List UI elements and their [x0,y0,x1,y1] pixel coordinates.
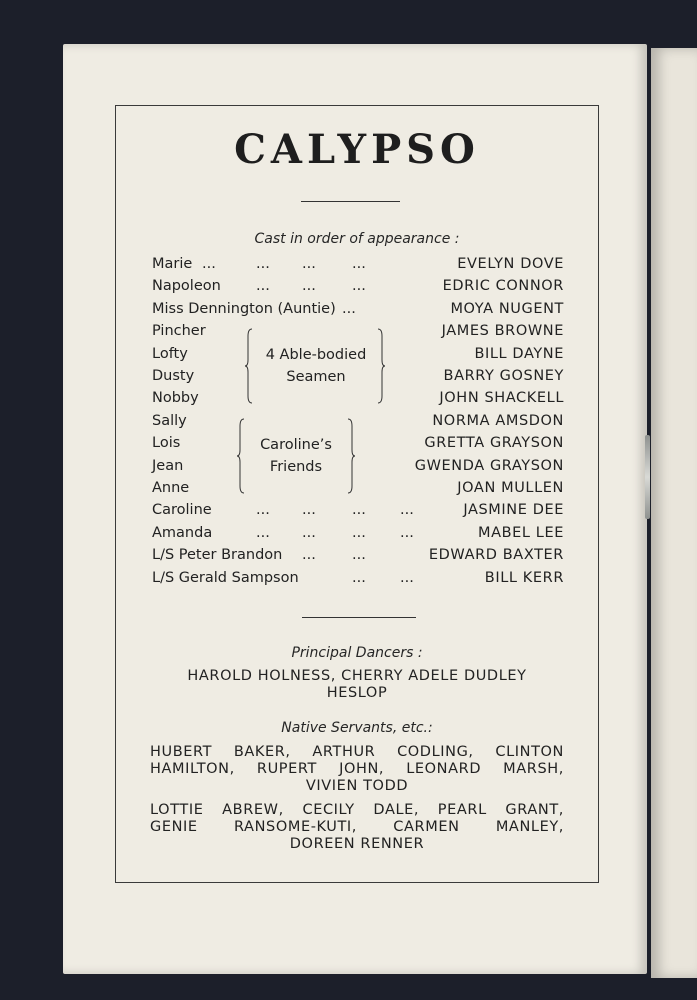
leader-dots: ... [302,524,316,541]
cast-actor: EVELYN DOVE [457,256,564,272]
friends-label-line2: Friends [269,459,323,475]
seamen-label-line2: Seamen [286,369,346,385]
cast-role: Nobby [152,390,199,407]
servants-line: VIVIEN TODD [305,778,409,794]
leader-dots: ... [342,300,356,317]
cast-row [152,525,564,547]
cast-actor: BILL KERR [484,569,564,586]
leader-dots: ... [256,502,270,519]
cast-role: Sally [152,412,187,429]
cast-row [152,278,564,300]
cast-actor: GWENDA GRAYSON [414,457,564,474]
cast-actor: MOYA NUGENT [450,300,564,317]
cast-role: Marie [152,256,193,272]
seamen-group-label [256,344,376,388]
cast-role: Lois [152,435,181,452]
cast-heading: Cast in order of appearance : [254,231,460,247]
leader-dots: ... [302,256,316,272]
cast-row [152,256,564,278]
title-rule [301,201,400,202]
leader-dots: ... [352,524,366,541]
friends-label-line1: Caroline’s [260,437,332,453]
right-brace-icon [346,418,356,494]
cast-row [152,480,564,502]
cast-row [152,301,564,323]
cast-role: Miss Dennington (Auntie) [152,300,336,317]
leader-dots: ... [352,502,366,519]
cast-row [152,390,564,412]
cast-actor: BILL DAYNE [474,345,564,362]
servants-line: HAMILTON, RUPERT JOHN, LEONARD MARSH, [150,761,564,777]
cast-role: Jean [152,457,184,474]
cast-row [152,502,564,524]
leader-dots: ... [302,278,316,295]
cast-row [152,435,564,457]
leader-dots: ... [256,256,270,272]
dancers-line: HESLOP [326,685,388,701]
cast-role: L/S Gerald Sampson [152,569,299,586]
left-brace-icon [236,418,246,494]
cast-row [152,547,564,569]
leader-dots: ... [352,569,366,586]
leader-dots: ... [202,256,216,272]
leader-dots: ... [256,278,270,295]
page-title: CALYPSO [234,126,480,173]
dancers-heading: Principal Dancers : [291,645,423,661]
servants-line: GENIE RANSOME-KUTI, CARMEN MANLEY, [150,819,564,835]
servants-line: LOTTIE ABREW, CECILY DALE, PEARL GRANT, [150,802,564,818]
leader-dots: ... [302,547,316,564]
left-brace-icon [244,328,254,404]
cast-role: Amanda [152,524,213,541]
cast-actor: JAMES BROWNE [441,323,564,340]
leader-dots: ... [302,502,316,519]
cast-actor: GRETTA GRAYSON [424,435,564,452]
cast-actor: EDWARD BAXTER [428,547,564,564]
dancers-list [150,668,564,702]
leader-dots: ... [400,569,414,586]
cast-row [152,458,564,480]
staple [645,435,650,519]
servants-list-b [150,802,564,853]
cast-role: Napoleon [152,278,221,295]
cast-actor: JASMINE DEE [463,502,564,519]
servants-heading: Native Servants, etc.: [281,720,433,736]
cast-role: Anne [152,480,190,496]
facing-page-edge [651,48,697,978]
leader-dots: ... [352,278,366,295]
leader-dots: ... [352,547,366,564]
cast-actor: JOHN SHACKELL [439,390,564,407]
friends-group-label [246,434,346,478]
cast-role: Caroline [152,502,212,519]
leader-dots: ... [400,502,414,519]
cast-row [152,413,564,435]
cast-role: Dusty [152,368,195,384]
cast-actor: EDRIC CONNOR [442,278,564,295]
cast-role: L/S Peter Brandon [152,547,283,564]
cast-role: Pincher [152,323,206,340]
cast-actor: MABEL LEE [477,524,564,541]
dancers-line: HAROLD HOLNESS, CHERRY ADELE DUDLEY [187,668,527,684]
cast-actor: NORMA AMSDON [432,412,564,429]
servants-line: DOREEN RENNER [289,836,425,852]
leader-dots: ... [400,524,414,541]
cast-row [152,570,564,592]
servants-line: HUBERT BAKER, ARTHUR CODLING, CLINTON [150,744,564,760]
right-brace-icon [376,328,386,404]
cast-actor: BARRY GOSNEY [443,368,564,384]
cast-actor: JOAN MULLEN [457,480,564,496]
cast-role: Lofty [152,345,188,362]
servants-list-a [150,744,564,795]
section-rule [302,617,416,618]
seamen-label-line1: 4 Able-bodied [265,347,367,363]
cast-row [152,323,564,345]
leader-dots: ... [256,524,270,541]
leader-dots: ... [352,256,366,272]
